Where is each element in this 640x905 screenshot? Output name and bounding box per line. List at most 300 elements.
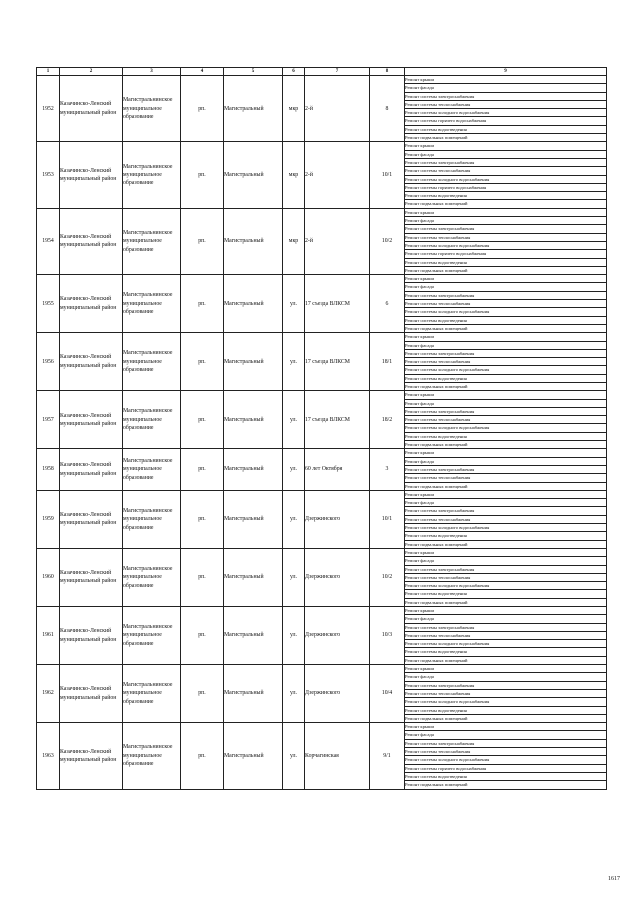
repair-work-item: Ремонт системы холодного водоснабжения (405, 366, 607, 374)
repair-work-item: Ремонт системы водоотведения (405, 316, 607, 324)
repair-work-item: Ремонт системы холодного водоснабжения (405, 756, 607, 764)
repair-work-item: Ремонт системы холодного водоснабжения (405, 524, 607, 532)
record-number-text: 1957 (42, 416, 54, 423)
repair-work-item: Ремонт крыши (405, 275, 607, 283)
street-type-text: мкр (288, 238, 299, 245)
repair-work-item: Ремонт системы водоотведения (405, 590, 607, 598)
column-header-7: 7 (305, 68, 370, 76)
table-row (37, 208, 607, 216)
district-name (60, 548, 123, 606)
district-name (60, 607, 123, 665)
repair-work-item: Ремонт системы теплоснабжения (405, 748, 607, 756)
repair-work-item: Ремонт системы электроснабжения (405, 291, 607, 299)
table-row (37, 76, 607, 84)
repair-work-item: Ремонт подвальных помещений (405, 134, 607, 142)
house-number (370, 449, 405, 490)
house-number (370, 391, 405, 449)
repair-work-item: Ремонт системы теплоснабжения (405, 515, 607, 523)
house-number (370, 548, 405, 606)
record-number (37, 490, 60, 548)
municipality-name-text: Магистральнинское муниципальное образование (123, 163, 173, 187)
street-name-text: 17 съезда ВЛКСМ (305, 300, 350, 307)
table-row (37, 275, 607, 283)
municipality-name (123, 490, 181, 548)
district-name (60, 275, 123, 333)
settlement-name (224, 490, 283, 548)
settlement-type (181, 391, 224, 449)
settlement-name-text: Магистральный (224, 466, 264, 473)
settlement-name (224, 333, 283, 391)
repair-work-item: Ремонт системы горячего водоснабжения (405, 764, 607, 772)
municipality-name-text: Магистральнинское муниципальное образование (123, 229, 173, 253)
settlement-name-text: Магистральный (224, 358, 264, 365)
repair-work-item: Ремонт фасада (405, 557, 607, 565)
settlement-type-text: рп. (198, 690, 206, 697)
column-header-6: 6 (283, 68, 305, 76)
house-number-text: 9/1 (383, 752, 391, 759)
street-type-text: ул. (290, 752, 297, 759)
repair-work-item: Ремонт системы теплоснабжения (405, 358, 607, 366)
street-type-text: ул. (290, 574, 297, 581)
repair-work-item: Ремонт системы теплоснабжения (405, 573, 607, 581)
repair-work-item: Ремонт системы электроснабжения (405, 623, 607, 631)
column-header-2: 2 (60, 68, 123, 76)
municipality-name-text: Магистральнинское муниципальное образование (123, 744, 173, 767)
street-type (283, 391, 305, 449)
district-name-text: Казачинско-Ленский муниципальный район (60, 686, 117, 701)
street-name-text: 17 съезда ВЛКСМ (305, 416, 350, 423)
settlement-name-text: Магистральный (224, 171, 264, 178)
street-type-text: ул. (290, 416, 297, 423)
settlement-type (181, 142, 224, 208)
settlement-name (224, 665, 283, 723)
street-name (305, 490, 370, 548)
repair-work-item: Ремонт подвальных помещений (405, 482, 607, 490)
repair-work-item: Ремонт крыши (405, 449, 607, 457)
street-type-text: мкр (288, 171, 299, 178)
column-header-9: 9 (405, 68, 607, 76)
repair-work-item: Ремонт фасада (405, 673, 607, 681)
repair-work-item: Ремонт фасада (405, 499, 607, 507)
repair-work-item: Ремонт системы электроснабжения (405, 407, 607, 415)
municipality-name-text: Магистральнинское муниципальное образование (123, 682, 173, 705)
repair-work-item: Ремонт крыши (405, 333, 607, 341)
repair-work-item: Ремонт системы холодного водоснабжения (405, 109, 607, 117)
settlement-type-text: рп. (198, 416, 206, 423)
municipality-name (123, 548, 181, 606)
repair-work-item: Ремонт системы водоотведения (405, 432, 607, 440)
house-number (370, 490, 405, 548)
municipality-name-text: Магистральнинское муниципальное образование (123, 507, 173, 531)
house-number (370, 142, 405, 208)
settlement-name (224, 449, 283, 490)
settlement-type (181, 449, 224, 490)
street-name (305, 391, 370, 449)
street-name (305, 665, 370, 723)
municipality-name (123, 208, 181, 274)
street-name-text: 60 лет Октября (305, 466, 343, 473)
street-name (305, 449, 370, 490)
repair-work-item: Ремонт системы водоотведения (405, 648, 607, 656)
house-number-text: 10/1 (381, 171, 393, 178)
settlement-type (181, 333, 224, 391)
municipality-name (123, 275, 181, 333)
record-number (37, 548, 60, 606)
settlement-type-text: рп. (198, 466, 206, 473)
house-number (370, 665, 405, 723)
settlement-name-text: Магистральный (224, 238, 264, 245)
repair-work-item: Ремонт подвальных помещений (405, 714, 607, 722)
street-name-text: Дзержинского (305, 574, 341, 581)
table-row (37, 548, 607, 556)
record-number-text: 1956 (42, 358, 54, 365)
repair-work-item: Ремонт подвальных помещений (405, 598, 607, 606)
repair-work-item: Ремонт фасада (405, 217, 607, 225)
settlement-type-text: рп. (198, 574, 206, 581)
settlement-name (224, 391, 283, 449)
street-type-text: ул. (290, 358, 297, 365)
repair-work-item: Ремонт системы электроснабжения (405, 465, 607, 473)
street-name (305, 333, 370, 391)
repair-work-item: Ремонт системы теплоснабжения (405, 474, 607, 482)
settlement-type-text: рп. (198, 238, 206, 245)
table-row (37, 391, 607, 399)
table-row (37, 607, 607, 615)
record-number-text: 1960 (42, 574, 54, 581)
street-name-text: Дзержинского (305, 516, 341, 523)
street-name-text: Корчагинская (305, 752, 339, 759)
repair-work-item: Ремонт системы холодного водоснабжения (405, 241, 607, 249)
record-number (37, 723, 60, 789)
record-number (37, 208, 60, 274)
settlement-type-text: рп. (198, 516, 206, 523)
house-number (370, 723, 405, 789)
house-number-text: 6 (385, 300, 389, 307)
house-number-text: 10/2 (381, 238, 393, 245)
repair-work-item: Ремонт системы водоотведения (405, 125, 607, 133)
street-type (283, 607, 305, 665)
district-name-text: Казачинско-Ленский муниципальный район (60, 748, 117, 763)
settlement-name-text: Магистральный (224, 690, 264, 697)
record-number (37, 449, 60, 490)
street-type-text: ул. (290, 466, 297, 473)
municipality-name (123, 449, 181, 490)
settlement-type-text: рп. (198, 171, 206, 178)
municipality-name (123, 723, 181, 789)
house-number (370, 607, 405, 665)
repair-work-item: Ремонт системы холодного водоснабжения (405, 698, 607, 706)
settlement-name (224, 548, 283, 606)
repair-work-item: Ремонт подвальных помещений (405, 540, 607, 548)
repair-work-item: Ремонт системы электроснабжения (405, 158, 607, 166)
district-name (60, 449, 123, 490)
street-type (283, 208, 305, 274)
municipality-name-text: Магистральнинское муниципальное образование (123, 97, 173, 120)
repair-work-item: Ремонт системы электроснабжения (405, 92, 607, 100)
record-number-text: 1958 (42, 466, 54, 473)
street-type-text: мкр (288, 105, 299, 112)
record-number-text: 1963 (42, 752, 54, 759)
repair-work-item: Ремонт системы теплоснабжения (405, 689, 607, 697)
street-type (283, 333, 305, 391)
settlement-type (181, 723, 224, 789)
repair-work-item: Ремонт системы холодного водоснабжения (405, 582, 607, 590)
repair-work-item: Ремонт фасада (405, 615, 607, 623)
settlement-name-text: Магистральный (224, 516, 264, 523)
repair-work-item: Ремонт системы горячего водоснабжения (405, 183, 607, 191)
district-name (60, 208, 123, 274)
repair-work-item: Ремонт системы водоотведения (405, 532, 607, 540)
municipality-name (123, 142, 181, 208)
table-row (37, 142, 607, 150)
repair-work-item: Ремонт фасада (405, 399, 607, 407)
settlement-name-text: Магистральный (224, 416, 264, 423)
house-number (370, 76, 405, 142)
street-name (305, 275, 370, 333)
settlement-type-text: рп. (198, 358, 206, 365)
repair-work-item: Ремонт крыши (405, 607, 607, 615)
street-type (283, 548, 305, 606)
column-header-4: 4 (181, 68, 224, 76)
street-type (283, 76, 305, 142)
district-name (60, 333, 123, 391)
settlement-type (181, 548, 224, 606)
settlement-name (224, 723, 283, 789)
district-name-text: Казачинско-Ленский муниципальный район (60, 167, 117, 183)
street-type (283, 449, 305, 490)
column-header-8: 8 (370, 68, 405, 76)
street-type-text: ул. (290, 516, 297, 523)
municipality-name (123, 607, 181, 665)
repair-work-item: Ремонт системы холодного водоснабжения (405, 175, 607, 183)
repair-work-item: Ремонт системы водоотведения (405, 258, 607, 266)
record-number-text: 1959 (42, 516, 54, 523)
record-number (37, 607, 60, 665)
settlement-type-text: рп. (198, 752, 206, 759)
repair-work-item: Ремонт системы электроснабжения (405, 739, 607, 747)
repair-work-item: Ремонт фасада (405, 731, 607, 739)
repair-work-item: Ремонт подвальных помещений (405, 200, 607, 208)
repair-work-item: Ремонт системы электроснабжения (405, 349, 607, 357)
repair-work-item: Ремонт фасада (405, 457, 607, 465)
settlement-type (181, 665, 224, 723)
house-number-text: 3 (385, 466, 389, 473)
district-name-text: Казачинско-Ленский муниципальный район (60, 234, 117, 249)
repair-work-item: Ремонт системы теплоснабжения (405, 167, 607, 175)
repair-work-item: Ремонт системы холодного водоснабжения (405, 308, 607, 316)
record-number (37, 665, 60, 723)
repair-work-item: Ремонт системы теплоснабжения (405, 100, 607, 108)
district-name (60, 391, 123, 449)
repair-work-item: Ремонт крыши (405, 723, 607, 731)
street-name (305, 208, 370, 274)
settlement-name (224, 607, 283, 665)
house-number-text: 18/1 (381, 358, 393, 365)
house-number (370, 208, 405, 274)
street-name (305, 548, 370, 606)
settlement-type (181, 76, 224, 142)
repair-work-item: Ремонт крыши (405, 490, 607, 498)
record-number-text: 1953 (42, 171, 54, 178)
municipality-name-text: Магистральнинское муниципальное образование (123, 624, 173, 647)
street-type-text: ул. (290, 300, 297, 307)
municipality-name (123, 391, 181, 449)
street-name (305, 76, 370, 142)
table-row (37, 333, 607, 341)
house-number-text: 18/2 (381, 416, 393, 423)
record-number-text: 1954 (42, 238, 54, 245)
district-name (60, 142, 123, 208)
municipality-name (123, 665, 181, 723)
municipality-name (123, 76, 181, 142)
street-type-text: ул. (290, 690, 297, 697)
district-name-text: Казачинско-Ленский муниципальный район (60, 462, 117, 477)
repair-work-item: Ремонт крыши (405, 208, 607, 216)
settlement-name-text: Магистральный (224, 752, 264, 759)
repair-work-item: Ремонт крыши (405, 548, 607, 556)
repair-work-item: Ремонт системы теплоснабжения (405, 233, 607, 241)
repair-work-item: Ремонт подвальных помещений (405, 324, 607, 332)
street-name-text: 17 съезда ВЛКСМ (305, 358, 350, 365)
settlement-name (224, 208, 283, 274)
repair-work-item: Ремонт системы горячего водоснабжения (405, 117, 607, 125)
street-name (305, 723, 370, 789)
repair-work-item: Ремонт системы теплоснабжения (405, 300, 607, 308)
repair-work-item: Ремонт подвальных помещений (405, 781, 607, 789)
municipality-name (123, 333, 181, 391)
municipality-name-text: Магистральнинское муниципальное образование (123, 350, 173, 373)
settlement-name (224, 142, 283, 208)
municipality-name-text: Магистральнинское муниципальное образование (123, 292, 173, 315)
repair-work-item: Ремонт системы водоотведения (405, 706, 607, 714)
district-name-text: Казачинско-Ленский муниципальный район (60, 512, 117, 527)
district-name (60, 665, 123, 723)
repair-work-item: Ремонт системы водоотведения (405, 192, 607, 200)
district-name-text: Казачинско-Ленский муниципальный район (60, 354, 117, 369)
municipality-name-text: Магистральнинское муниципальное образование (123, 566, 173, 589)
repair-work-item: Ремонт системы электроснабжения (405, 565, 607, 573)
municipality-name-text: Магистральнинское муниципальное образование (123, 408, 173, 431)
house-number-text: 10/2 (381, 574, 393, 581)
house-number-text: 10/3 (381, 632, 393, 639)
street-type-text: ул. (290, 632, 297, 639)
house-number-text: 8 (385, 105, 389, 112)
repair-work-item: Ремонт системы электроснабжения (405, 681, 607, 689)
street-name-text: 2-й (305, 238, 313, 245)
repair-work-item: Ремонт фасада (405, 84, 607, 92)
district-name-text: Казачинско-Ленский муниципальный район (60, 412, 117, 427)
repair-work-item: Ремонт системы электроснабжения (405, 507, 607, 515)
repair-work-item: Ремонт фасада (405, 150, 607, 158)
house-number-text: 10/4 (381, 690, 393, 697)
district-name-text: Казачинско-Ленский муниципальный район (60, 101, 117, 116)
house-number (370, 275, 405, 333)
district-name (60, 723, 123, 789)
record-number (37, 333, 60, 391)
repair-work-item: Ремонт крыши (405, 665, 607, 673)
table-row (37, 665, 607, 673)
district-name-text: Казачинско-Ленский муниципальный район (60, 570, 117, 585)
repair-schedule-table (36, 67, 607, 790)
repair-work-item: Ремонт системы водоотведения (405, 772, 607, 780)
settlement-type (181, 490, 224, 548)
repair-work-item: Ремонт подвальных помещений (405, 441, 607, 449)
column-header-5: 5 (224, 68, 283, 76)
house-number-text: 10/1 (381, 516, 393, 523)
settlement-type (181, 607, 224, 665)
repair-work-item: Ремонт крыши (405, 142, 607, 150)
street-type (283, 490, 305, 548)
district-name (60, 76, 123, 142)
repair-work-item: Ремонт подвальных помещений (405, 382, 607, 390)
repair-work-item: Ремонт фасада (405, 341, 607, 349)
street-name (305, 142, 370, 208)
settlement-name (224, 275, 283, 333)
street-name-text: 2-й (305, 105, 313, 112)
district-name (60, 490, 123, 548)
page-number: 1617 (608, 876, 620, 882)
table-row (37, 449, 607, 457)
repair-work-item: Ремонт системы электроснабжения (405, 225, 607, 233)
district-name-text: Казачинско-Ленский муниципальный район (60, 628, 117, 643)
street-name (305, 607, 370, 665)
record-number (37, 275, 60, 333)
record-number-text: 1952 (42, 105, 54, 112)
record-number-text: 1955 (42, 300, 54, 307)
repair-work-item: Ремонт системы холодного водоснабжения (405, 424, 607, 432)
record-number (37, 142, 60, 208)
settlement-name-text: Магистральный (224, 574, 264, 581)
street-type (283, 275, 305, 333)
repair-work-item: Ремонт фасада (405, 283, 607, 291)
street-name-text: 2-й (305, 171, 313, 178)
settlement-name-text: Магистральный (224, 632, 264, 639)
column-header-1: 1 (37, 68, 60, 76)
municipality-name-text: Магистральнинское муниципальное образование (123, 458, 173, 481)
settlement-type-text: рп. (198, 105, 206, 112)
record-number-text: 1962 (42, 690, 54, 697)
repair-work-item: Ремонт подвальных помещений (405, 656, 607, 664)
settlement-name-text: Магистральный (224, 105, 264, 112)
street-type (283, 665, 305, 723)
repair-work-item: Ремонт крыши (405, 76, 607, 84)
settlement-name (224, 76, 283, 142)
street-name-text: Дзержинского (305, 632, 341, 639)
repair-work-item: Ремонт системы холодного водоснабжения (405, 640, 607, 648)
repair-work-item: Ремонт системы водоотведения (405, 374, 607, 382)
house-number (370, 333, 405, 391)
table-row (37, 490, 607, 498)
district-name-text: Казачинско-Ленский муниципальный район (60, 296, 117, 311)
street-type (283, 142, 305, 208)
column-header-3: 3 (123, 68, 181, 76)
settlement-type-text: рп. (198, 632, 206, 639)
repair-work-item: Ремонт крыши (405, 391, 607, 399)
repair-work-item: Ремонт системы теплоснабжения (405, 631, 607, 639)
record-number (37, 391, 60, 449)
street-name-text: Дзержинского (305, 690, 341, 697)
street-type (283, 723, 305, 789)
record-number (37, 76, 60, 142)
settlement-name-text: Магистральный (224, 300, 264, 307)
settlement-type (181, 275, 224, 333)
repair-work-item: Ремонт системы теплоснабжения (405, 416, 607, 424)
record-number-text: 1961 (42, 632, 54, 639)
repair-work-item: Ремонт подвальных помещений (405, 266, 607, 274)
settlement-type-text: рп. (198, 300, 206, 307)
repair-work-item: Ремонт системы горячего водоснабжения (405, 250, 607, 258)
table-row (37, 723, 607, 731)
